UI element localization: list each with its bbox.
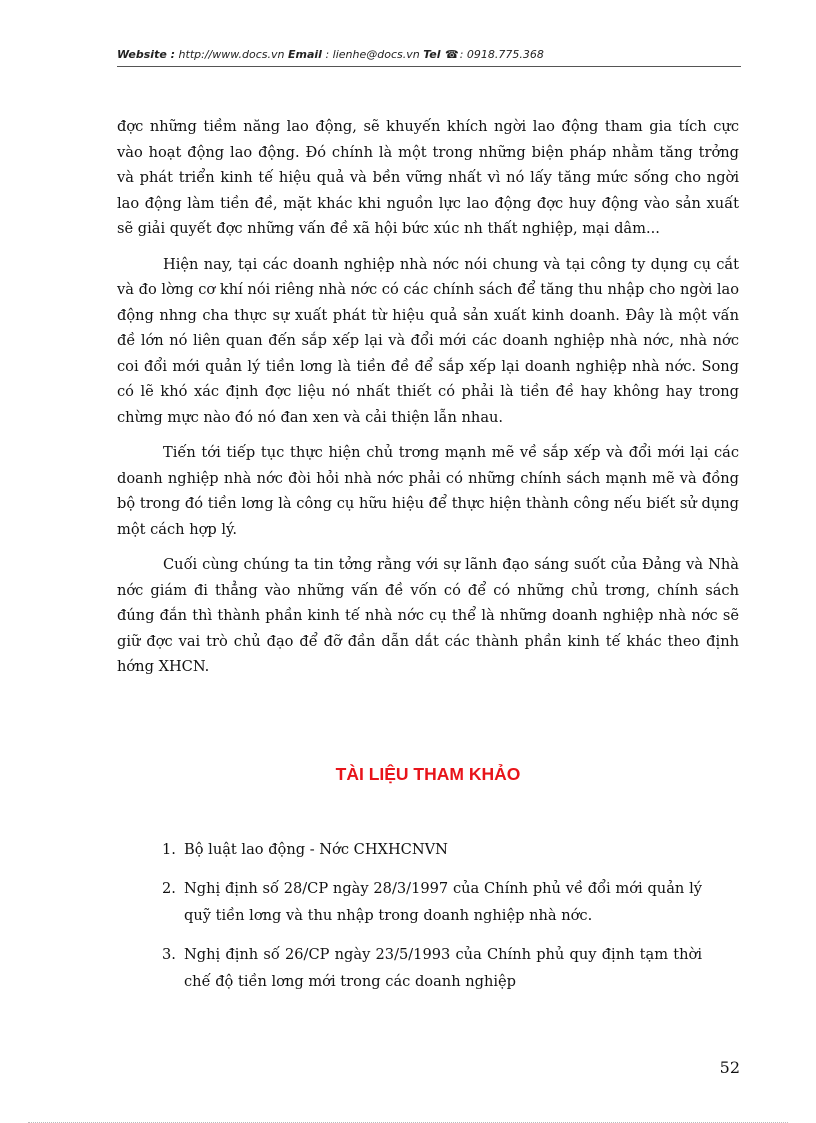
- website-label: Website :: [117, 48, 176, 61]
- email-label: Email: [287, 48, 322, 61]
- reference-text: Nghị định số 28/CP ngày 28/3/1997 của Chính phủ về đổi mới quản lý quỹ tiền lơng và thu nhập trong doanh nghiệp nhà nớc.: [184, 880, 702, 924]
- paragraph-3: Tiến tới tiếp tục thực hiện chủ trơng mạnh mẽ về sắp xếp và đổi mới lại các doanh nghiệp nhà nớc đòi hỏi nhà nớc phải có những chính sách mạnh mẽ và đồng bộ trong đó tiền lơng là công cụ hữu hiệu để thực hiện thành công nếu biết sử dụng một cách hợp lý.: [117, 444, 739, 538]
- reference-number: 1.: [162, 841, 176, 858]
- reference-text: Bộ luật lao động - Nớc CHXHCNVN: [184, 841, 448, 858]
- references-list: [162, 836, 702, 1007]
- paragraph-1: đợc những tiềm năng lao động, sẽ khuyến khích ngời lao động tham gia tích cực vào hoạt động lao động. Đó chính là một trong những biện pháp nhằm tăng trởng và phát triển kinh tế hiệu quả và bền vững nhất vì nó lấy tăng mức sống cho ngời lao động làm tiền đề, mặt khác khi nguồn lực lao động đợc huy động vào sản xuất sẽ giải quyết đợc những vấn đề xã hội bức xúc nh thất nghiệp, mại dâm...: [117, 118, 739, 237]
- email-value: : lienhe@docs.vn: [325, 48, 420, 61]
- paragraph-4: Cuối cùng chúng ta tin tởng rằng với sự lãnh đạo sáng suốt của Đảng và Nhà nớc giám đi thẳng vào những vấn đề vốn có để có những chủ trơng, chính sách đúng đắn thì thành phần kinh tế nhà nớc cụ thể là những doanh nghiệp nhà nớc sẽ giữ đợc vai trò chủ đạo để đỡ đần dẫn dắt các thành phần kinh tế khác theo định hớng XHCN.: [117, 556, 739, 675]
- website-value: http://www.docs.vn: [178, 48, 285, 61]
- page-number: 52: [719, 1058, 740, 1077]
- reference-number: 2.: [162, 880, 176, 897]
- reference-number: 3.: [162, 946, 176, 963]
- page-header: [117, 48, 741, 61]
- paragraph-2: Hiện nay, tại các doanh nghiệp nhà nớc nói chung và tại công ty dụng cụ cắt và đo lờng cơ khí nói riêng nhà nớc có các chính sách để tăng thu nhập cho ngời lao động nhng cha thực sự xuất phát từ hiệu quả sản xuất kinh doanh. Đây là một vấn đề lớn nó liên quan đến sắp xếp lại và đổi mới các doanh nghiệp nhà nớc, nhà nớc coi đổi mới quản lý tiền lơng là tiền đề để sắp xếp lại doanh nghiệp nhà nớc. Song có lẽ khó xác định đợc liệu nó nhất thiết có phải là tiền đề hay không hay trong chừng mực nào đó nó đan xen và cải thiện lẫn nhau.: [117, 255, 739, 426]
- header-divider: [117, 66, 741, 67]
- tel-label: Tel: [423, 48, 441, 61]
- reference-item: [162, 941, 702, 995]
- tel-value: : 0918.775.368: [459, 48, 544, 61]
- reference-text: Nghị định số 26/CP ngày 23/5/1993 của Chính phủ quy định tạm thời chế độ tiền lơng mới trong các doanh nghiệp: [184, 946, 702, 990]
- reference-item: [162, 836, 702, 863]
- reference-item: [162, 875, 702, 929]
- references-heading: TÀI LIỆU THAM KHẢO: [335, 764, 521, 784]
- phone-icon: ☎: [445, 48, 459, 61]
- body-text: [117, 114, 739, 690]
